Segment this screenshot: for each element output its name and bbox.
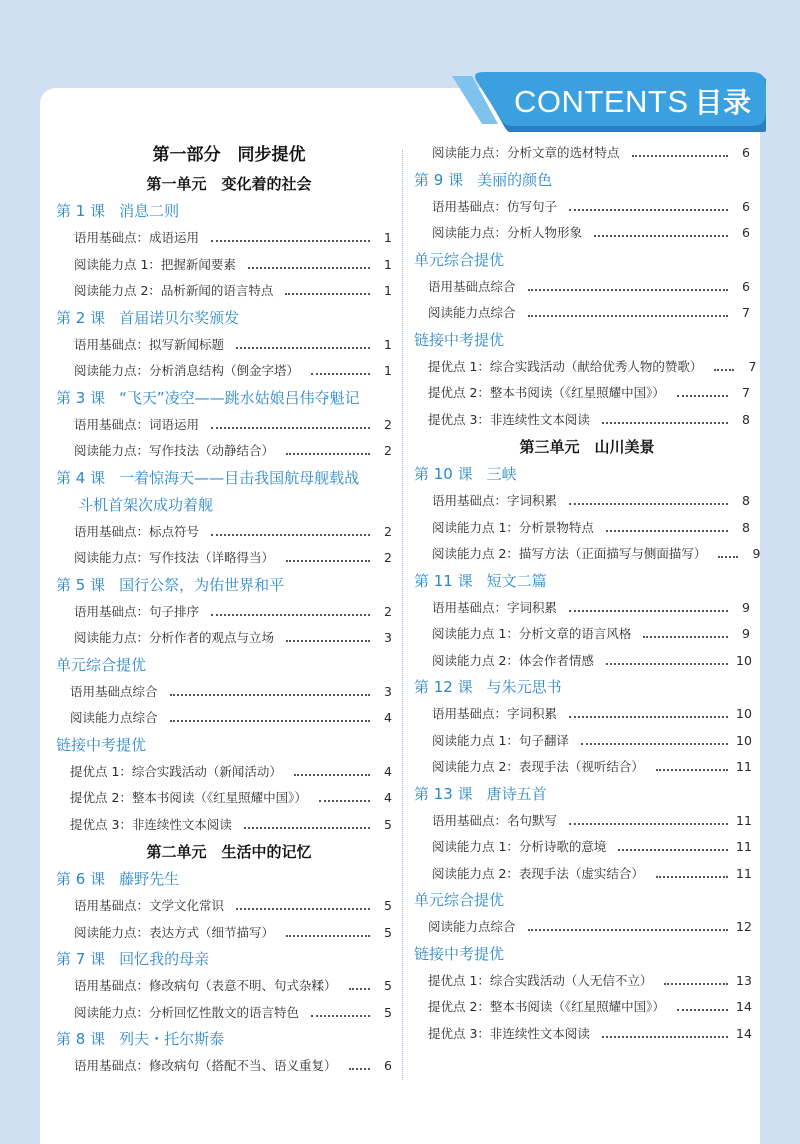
lesson-number: 第 12 课: [414, 678, 473, 696]
leader-dots: [211, 534, 370, 536]
leader-dots: [618, 849, 728, 851]
entry-label: 阅读能力点综合: [428, 305, 516, 320]
entry-page: 9: [742, 599, 750, 615]
lesson-heading[interactable]: [56, 305, 392, 332]
toc-entry[interactable]: [414, 914, 750, 941]
leader-dots: [569, 823, 728, 825]
toc-entry[interactable]: [414, 407, 750, 434]
leader-dots: [606, 663, 728, 665]
leader-dots: [211, 614, 370, 616]
leader-dots: [606, 530, 728, 532]
leader-dots: [286, 453, 370, 455]
lesson-heading[interactable]: [56, 946, 392, 973]
entry-page: 1: [384, 283, 392, 298]
leader-dots: [569, 503, 728, 505]
entry-label: 提优点 3：非连续性文本阅读: [70, 816, 232, 832]
toc-entry[interactable]: [414, 861, 750, 888]
entry-label: 阅读能力点 2：表现手法（视听结合）: [432, 759, 644, 774]
entry-label: 语用基础点：修改病句（表意不明、句式杂糅）: [74, 978, 337, 993]
entry-page: 5: [384, 978, 392, 993]
toc-entry[interactable]: [56, 599, 392, 626]
leader-dots: [211, 240, 370, 242]
leader-dots: [656, 876, 728, 878]
leader-dots: [714, 369, 734, 371]
section-heading[interactable]: 单元综合提优: [414, 250, 505, 269]
lesson-heading[interactable]: [56, 385, 392, 412]
entry-label: 语用基础点综合: [428, 278, 516, 294]
section-heading[interactable]: 链接中考提优: [414, 330, 505, 349]
entry-page: 2: [384, 443, 392, 458]
entry-page: 14: [736, 999, 752, 1014]
toc-entry[interactable]: [414, 354, 757, 381]
entry-page: 6: [384, 1058, 392, 1073]
entry-page: 11: [736, 839, 752, 854]
toc-entry[interactable]: [414, 595, 750, 622]
lesson-title-continued[interactable]: 斗机首架次成功着舰: [78, 495, 214, 514]
entry-label: 阅读能力点：写作技法（详略得当）: [74, 550, 275, 565]
contents-banner: [452, 72, 766, 132]
toc-entry[interactable]: [414, 968, 750, 995]
entry-label: 语用基础点：仿写句子: [432, 198, 558, 214]
toc-entry[interactable]: [56, 225, 392, 252]
contents-title: CONTENTS 目录: [514, 84, 752, 119]
entry-page: 4: [384, 763, 392, 779]
leader-dots: [643, 636, 728, 638]
lesson-title: 唐诗五首: [486, 784, 547, 803]
leader-dots: [349, 1068, 370, 1070]
lesson-heading[interactable]: [414, 461, 750, 488]
entry-label: 提优点 3：非连续性文本阅读: [428, 411, 590, 427]
toc-entry[interactable]: [414, 1021, 750, 1048]
entry-page: 5: [384, 924, 392, 940]
lesson-title: 国行公祭，为佑世界和平: [119, 575, 285, 594]
entry-page: 1: [384, 363, 392, 378]
leader-dots: [664, 983, 728, 985]
leader-dots: [528, 315, 728, 317]
leader-dots: [656, 769, 728, 771]
entry-page: 12: [736, 919, 752, 934]
entry-page: 4: [384, 710, 392, 725]
entry-label: 语用基础点：名句默写: [432, 812, 558, 828]
entry-page: 2: [384, 416, 392, 432]
section-heading[interactable]: 单元综合提优: [56, 655, 147, 674]
toc-entry[interactable]: [56, 812, 392, 839]
section-heading[interactable]: 链接中考提优: [414, 944, 505, 963]
entry-page: 5: [384, 1004, 392, 1020]
lesson-title: 列夫・托尔斯泰: [119, 1030, 225, 1048]
toc-entry[interactable]: [56, 278, 392, 305]
entry-page: 7: [742, 305, 750, 320]
entry-label: 提优点 2：整本书阅读（《红星照耀中国》）: [70, 790, 307, 805]
entry-label: 语用基础点：成语运用: [74, 230, 200, 245]
entry-page: 2: [384, 603, 392, 619]
lesson-title: 消息二则: [119, 202, 180, 220]
entry-label: 提优点 1：综合实践活动（献给优秀人物的赞歌）: [428, 358, 703, 374]
lesson-number: 第 9 课: [414, 170, 464, 189]
entry-label: 提优点 2：整本书阅读（《红星照耀中国》）: [428, 385, 665, 400]
leader-dots: [632, 155, 728, 157]
toc-entry[interactable]: [56, 412, 392, 439]
lesson-heading[interactable]: [56, 572, 392, 599]
entry-label: 提优点 2：整本书阅读（《红星照耀中国》）: [428, 999, 665, 1014]
toc-entry[interactable]: [414, 728, 750, 755]
entry-page: 1: [384, 336, 392, 352]
entry-page: 6: [742, 198, 750, 214]
toc-entry[interactable]: [56, 1053, 392, 1080]
lesson-heading[interactable]: [414, 674, 750, 701]
toc-entry[interactable]: [56, 705, 392, 732]
unit-title: 第三单元 山川美景: [519, 438, 655, 456]
entry-label: 语用基础点：字词积累: [432, 706, 558, 721]
lesson-heading[interactable]: [56, 1026, 392, 1053]
toc-entry[interactable]: [414, 994, 750, 1021]
leader-dots: [569, 209, 728, 211]
entry-label: 阅读能力点 2：体会作者情感: [432, 652, 594, 668]
toc-entry[interactable]: [414, 834, 750, 861]
lesson-title: 三峡: [486, 465, 517, 483]
toc-entry[interactable]: [56, 759, 392, 786]
toc-entry[interactable]: [414, 621, 750, 648]
entry-label: 阅读能力点 1：句子翻译: [432, 732, 569, 748]
leader-dots: [170, 720, 370, 722]
lesson-number: 第 8 课: [56, 1030, 106, 1048]
lesson-number: 第 7 课: [56, 950, 106, 968]
entry-label: 语用基础点：句子排序: [74, 603, 200, 619]
entry-page: 7: [742, 385, 750, 400]
lesson-title: “飞天”凌空——跳水姑娘吕伟夺魁记: [119, 388, 360, 407]
entry-page: 10: [736, 652, 752, 668]
entry-label: 阅读能力点：分析消息结构（倒金字塔）: [74, 363, 300, 378]
entry-label: 阅读能力点 2：描写方法（正面描写与侧面描写）: [432, 546, 707, 561]
lesson-number: 第 1 课: [56, 202, 106, 220]
entry-page: 2: [384, 523, 392, 539]
toc-entry[interactable]: [56, 332, 392, 359]
entry-label: 阅读能力点 1：把握新闻要素: [74, 256, 236, 272]
leader-dots: [349, 988, 370, 990]
lesson-number: 第 11 课: [414, 571, 473, 590]
entry-label: 阅读能力点综合: [70, 710, 158, 725]
lesson-number: 第 2 课: [56, 308, 106, 327]
toc-entry[interactable]: [414, 754, 750, 781]
lesson-heading[interactable]: [414, 568, 750, 595]
toc-entry[interactable]: [56, 358, 392, 385]
lesson-title: 回忆我的母亲: [119, 950, 210, 968]
leader-dots: [294, 774, 370, 776]
entry-page: 1: [384, 256, 392, 272]
toc-entry[interactable]: [414, 140, 750, 167]
entry-label: 阅读能力点：分析人物形象: [432, 225, 583, 240]
toc-left-column: [56, 140, 392, 1080]
leader-dots: [286, 640, 370, 642]
entry-label: 语用基础点：标点符号: [74, 523, 200, 539]
entry-page: 3: [384, 683, 392, 699]
toc-entry[interactable]: [414, 701, 750, 728]
lesson-heading[interactable]: [414, 167, 750, 194]
entry-label: 阅读能力点：分析回忆性散文的语言特色: [74, 1004, 300, 1020]
entry-label: 阅读能力点：写作技法（动静结合）: [74, 443, 275, 458]
lesson-title: 与朱元思书: [486, 678, 562, 696]
toc-entry[interactable]: [56, 1000, 392, 1027]
entry-label: 阅读能力点综合: [428, 919, 516, 934]
toc-right-column: [414, 140, 761, 1047]
lesson-number: 第 10 课: [414, 465, 473, 483]
lesson-title: 短文二篇: [486, 571, 547, 590]
entry-label: 语用基础点综合: [70, 683, 158, 699]
leader-dots: [528, 289, 728, 291]
leader-dots: [677, 395, 728, 397]
toc-entry[interactable]: [56, 785, 392, 812]
leader-dots: [602, 1036, 728, 1038]
leader-dots: [248, 267, 370, 269]
lesson-title: 首届诺贝尔奖颁发: [119, 308, 240, 327]
lesson-number: 第 4 课: [56, 468, 106, 487]
entry-page: 8: [742, 493, 750, 508]
entry-page: 9: [752, 546, 761, 561]
lesson-title: 藤野先生: [119, 870, 180, 888]
unit-title: 第二单元 生活中的记忆: [146, 843, 312, 861]
toc-entry[interactable]: [56, 920, 392, 947]
lesson-title: 美丽的颜色: [477, 170, 553, 189]
lesson-heading[interactable]: [56, 866, 392, 893]
entry-label: 语用基础点：词语运用: [74, 416, 200, 432]
entry-label: 语用基础点：拟写新闻标题: [74, 336, 225, 352]
toc-entry[interactable]: [56, 893, 392, 920]
toc-entry[interactable]: [56, 545, 392, 572]
entry-page: 11: [736, 759, 752, 774]
lesson-heading[interactable]: [56, 198, 392, 225]
leader-dots: [528, 929, 728, 931]
entry-page: 13: [736, 972, 752, 988]
toc-entry[interactable]: [414, 515, 750, 542]
entry-page: 10: [736, 732, 752, 748]
leader-dots: [236, 908, 370, 910]
unit-title: 第一单元 变化着的社会: [146, 175, 312, 193]
entry-label: 语用基础点：文学文化常识: [74, 898, 225, 913]
part-title: 第一部分 同步提优: [152, 145, 306, 165]
leader-dots: [718, 556, 738, 558]
lesson-heading[interactable]: [56, 465, 392, 492]
leader-dots: [285, 293, 370, 295]
entry-page: 6: [742, 225, 750, 240]
leader-dots: [581, 743, 728, 745]
entry-label: 阅读能力点：表达方式（细节描写）: [74, 924, 275, 940]
lesson-number: 第 6 课: [56, 870, 106, 888]
toc-entry[interactable]: [56, 438, 392, 465]
lesson-number: 第 3 课: [56, 388, 106, 407]
entry-page: 4: [384, 790, 392, 805]
entry-label: 语用基础点：字词积累: [432, 599, 558, 615]
toc-entry[interactable]: [414, 220, 750, 247]
entry-label: 阅读能力点 2：品析新闻的语言特点: [74, 283, 274, 298]
leader-dots: [211, 427, 370, 429]
toc-entry[interactable]: [414, 300, 750, 327]
entry-label: 语用基础点：字词积累: [432, 493, 558, 508]
section-heading[interactable]: 单元综合提优: [414, 891, 505, 909]
entry-label: 阅读能力点 1：分析诗歌的意境: [432, 839, 607, 854]
toc-entry[interactable]: [56, 973, 392, 1000]
toc-entry[interactable]: [414, 488, 750, 515]
entry-page: 11: [736, 812, 752, 828]
leader-dots: [569, 610, 728, 612]
leader-dots: [286, 560, 370, 562]
entry-label: 阅读能力点 1：分析景物特点: [432, 519, 594, 535]
entry-page: 6: [742, 145, 750, 160]
leader-dots: [236, 347, 370, 349]
entry-page: 7: [748, 358, 757, 374]
leader-dots: [602, 422, 728, 424]
entry-label: 提优点 3：非连续性文本阅读: [428, 1025, 590, 1041]
leader-dots: [311, 373, 370, 375]
leader-dots: [677, 1009, 728, 1011]
lesson-heading[interactable]: [414, 781, 750, 808]
entry-page: 8: [742, 411, 750, 427]
entry-page: 5: [384, 816, 392, 832]
leader-dots: [311, 1015, 370, 1017]
entry-label: 阅读能力点 2：表现手法（虚实结合）: [432, 865, 644, 881]
leader-dots: [244, 827, 370, 829]
entry-page: 10: [736, 706, 752, 721]
lesson-title: 一着惊海天——目击我国航母舰载战: [119, 468, 360, 487]
lesson-number: 第 13 课: [414, 784, 473, 803]
entry-page: 2: [384, 550, 392, 565]
leader-dots: [170, 694, 370, 696]
entry-label: 阅读能力点：分析作者的观点与立场: [74, 630, 275, 645]
toc-entry[interactable]: [414, 648, 750, 675]
entry-label: 语用基础点：修改病句（搭配不当、语义重复）: [74, 1058, 337, 1073]
entry-page: 14: [736, 1025, 752, 1041]
entry-label: 提优点 1：综合实践活动（人无信不立）: [428, 972, 653, 988]
toc-entry[interactable]: [56, 252, 392, 279]
column-divider: [402, 150, 403, 1080]
toc-entry[interactable]: [414, 808, 750, 835]
entry-page: 3: [384, 630, 392, 645]
leader-dots: [319, 800, 370, 802]
entry-page: 8: [742, 519, 750, 535]
leader-dots: [594, 235, 728, 237]
toc-entry[interactable]: [56, 519, 392, 546]
entry-page: 1: [384, 230, 392, 245]
toc-entry[interactable]: [56, 679, 392, 706]
leader-dots: [569, 716, 728, 718]
entry-page: 9: [742, 626, 750, 641]
toc-entry[interactable]: [414, 380, 750, 407]
toc-entry[interactable]: [414, 541, 761, 568]
entry-page: 6: [742, 278, 750, 294]
entry-page: 11: [736, 865, 752, 881]
section-heading[interactable]: 链接中考提优: [56, 735, 147, 754]
toc-entry[interactable]: [414, 274, 750, 301]
entry-label: 阅读能力点：分析文章的选材特点: [432, 145, 620, 160]
lesson-number: 第 5 课: [56, 575, 106, 594]
leader-dots: [286, 935, 370, 937]
entry-page: 5: [384, 898, 392, 913]
entry-label: 阅读能力点 1：分析文章的语言风格: [432, 626, 632, 641]
toc-entry[interactable]: [414, 194, 750, 221]
toc-entry[interactable]: [56, 625, 392, 652]
entry-label: 提优点 1：综合实践活动（新闻活动）: [70, 763, 282, 779]
